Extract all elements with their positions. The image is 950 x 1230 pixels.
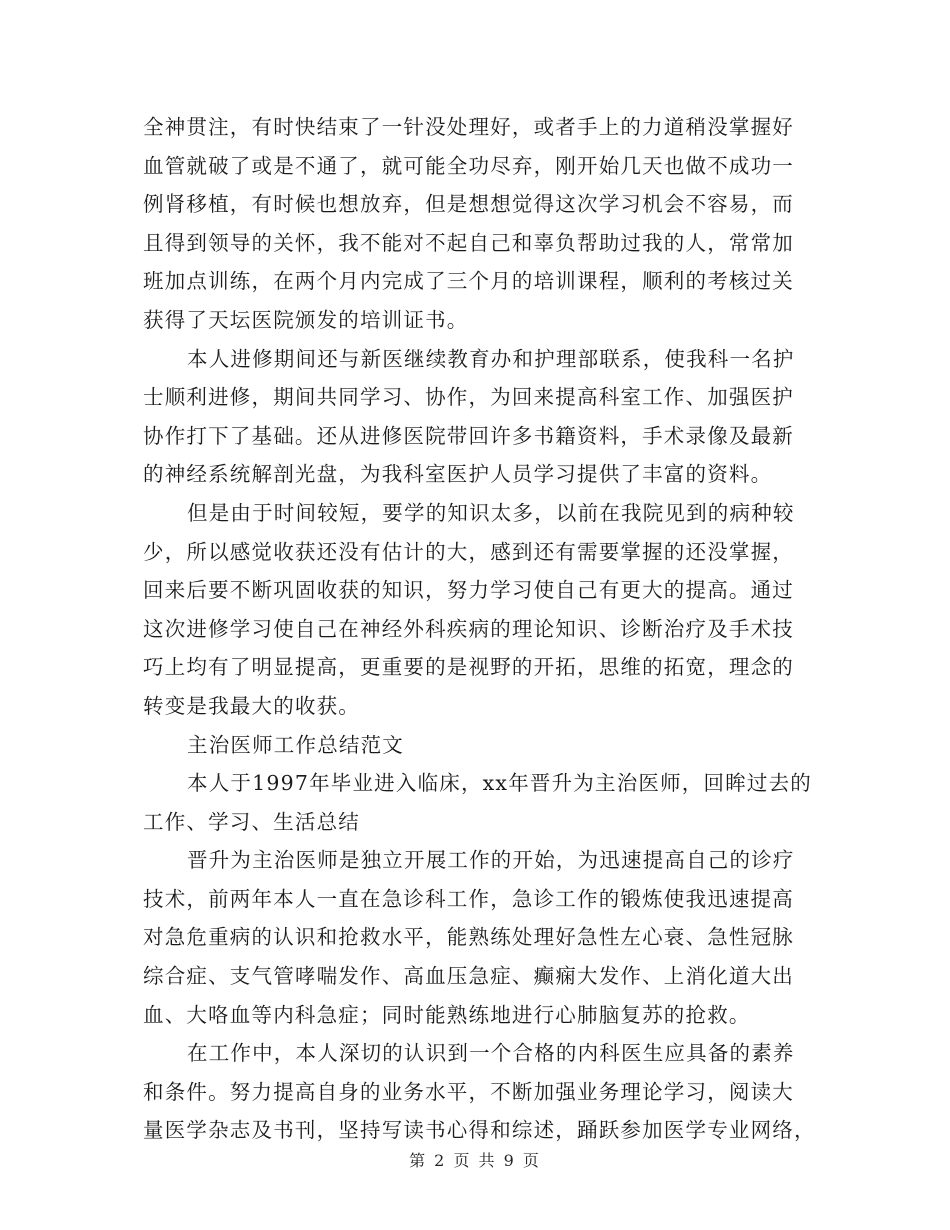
text-line: 例肾移植，有时候也想放弃，但是想想觉得这次学习机会不容易，而 xyxy=(143,192,794,217)
text-line: 巧上均有了明显提高，更重要的是视野的开拓，思维的拓宽，理念的 xyxy=(143,655,794,680)
text-line: 转变是我最大的收获。 xyxy=(143,693,360,718)
text-line: 全神贯注，有时快结束了一针没处理好，或者手上的力道稍没掌握好 xyxy=(143,115,794,139)
text-line: 的神经系统解剖光盘，为我科室医护人员学习提供了丰富的资料。 xyxy=(143,462,773,487)
text-line: 士顺利进修，期间共同学习、协作，为回来提高科室工作、加强医护 xyxy=(143,385,794,410)
page-footer xyxy=(0,1148,950,1171)
text-line: 班加点训练，在两个月内完成了三个月的培训课程，顺利的考核过关 xyxy=(143,269,794,294)
text-line: 工作、学习、生活总结 xyxy=(143,809,360,834)
text-line: 这次进修学习使自己在神经外科疾病的理论知识、诊断治疗及手术技 xyxy=(143,616,794,641)
text-line: 晋升为主治医师是独立开展工作的开始，为迅速提高自己的诊疗 xyxy=(187,848,795,873)
text-line: 量医学杂志及书刊，坚持写读书心得和综述，踊跃参加医学专业网络， xyxy=(143,1118,816,1143)
text-line: 回来后要不断巩固收获的知识，努力学习使自己有更大的提高。通过 xyxy=(143,578,794,603)
text-line: 本人进修期间还与新医继续教育办和护理部联系，使我科一名护 xyxy=(187,346,795,371)
text-line: 获得了天坛医院颁发的培训证书。 xyxy=(143,307,469,332)
text-line: 主治医师工作总结范文 xyxy=(187,732,404,757)
text-line: 协作打下了基础。还从进修医院带回许多书籍资料，手术录像及最新 xyxy=(143,423,794,448)
text-line: 且得到领导的关怀，我不能对不起自己和辜负帮助过我的人，常常加 xyxy=(143,230,794,255)
text-line: 技术，前两年本人一直在急诊科工作，急诊工作的锻炼使我迅速提高 xyxy=(143,886,794,911)
text-line: 少，所以感觉收获还没有估计的大，感到还有需要掌握的还没掌握， xyxy=(143,539,794,564)
document-body xyxy=(143,108,816,1150)
text-line: 血、大咯血等内科急症；同时能熟练地进行心肺脑复苏的抢救。 xyxy=(143,1002,751,1027)
text-line: 血管就破了或是不通了，就可能全功尽弃，刚开始几天也做不成功一 xyxy=(143,153,794,178)
page-number-label: 第 2 页 共 9 页 xyxy=(409,1151,541,1170)
text-line: 但是由于时间较短，要学的知识太多，以前在我院见到的病种较 xyxy=(187,500,795,525)
text-line: 和条件。努力提高自身的业务水平，不断加强业务理论学习，阅读大 xyxy=(143,1079,794,1104)
text-line: 对急危重病的认识和抢救水平，能熟练处理好急性左心衰、急性冠脉 xyxy=(143,925,794,950)
text-line: 本人于1997年毕业进入临床，xx年晋升为主治医师，回眸过去的 xyxy=(187,771,812,796)
text-line: 综合症、支气管哮喘发作、高血压急症、癫痫大发作、上消化道大出 xyxy=(143,964,794,989)
text-line: 在工作中，本人深切的认识到一个合格的内科医生应具备的素养 xyxy=(187,1041,795,1066)
